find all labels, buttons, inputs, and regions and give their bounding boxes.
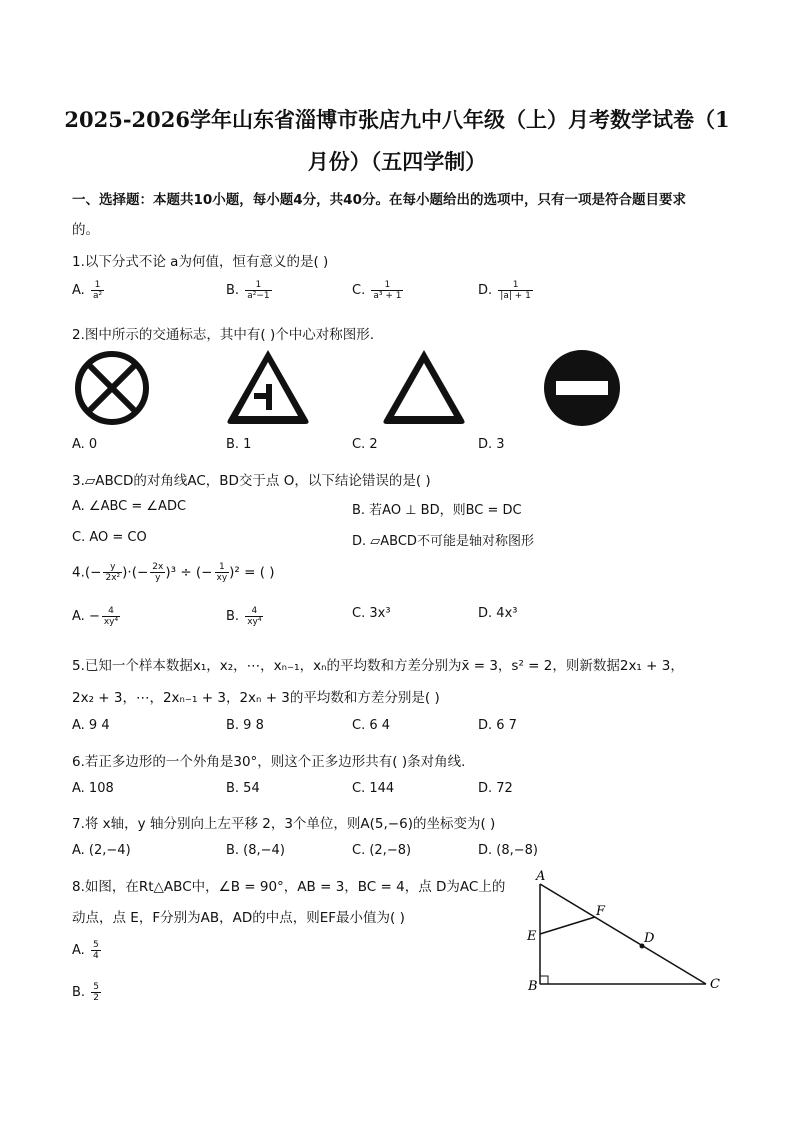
q4-option-b — [226, 606, 263, 627]
q6-option-b: B. 54 — [226, 781, 260, 796]
no-stopping-sign-icon — [72, 348, 152, 428]
denominator: a² — [92, 291, 103, 301]
q2-stem: 2.图中所示的交通标志，其中有( )个中心对称图形. — [72, 327, 374, 343]
q3-option-b: B. 若AO ⊥ BD，则BC = DC — [352, 503, 522, 518]
label-e: E — [527, 929, 537, 944]
option-label: D. — [478, 283, 493, 298]
numerator: 4 — [245, 606, 263, 617]
q1-stem: 1.以下分式不论 a为何值，恒有意义的是( ) — [72, 254, 329, 270]
denominator: 4 — [92, 951, 99, 961]
q4-stem-text: )² = ( ) — [229, 564, 275, 581]
fraction — [102, 606, 120, 627]
label-b: B — [528, 979, 538, 994]
section-heading-line-2: 的。 — [72, 222, 99, 238]
option-label: A. — [72, 943, 85, 958]
q4-stem-text: 4.(− — [72, 564, 102, 581]
q2-option-c: C. 2 — [352, 437, 378, 452]
q8-option-a — [72, 940, 101, 961]
denominator: xy — [216, 573, 228, 583]
option-label: B. — [226, 283, 240, 298]
q6-option-c: C. 144 — [352, 781, 395, 796]
numerator: 5 — [92, 940, 99, 950]
numerator: 1 — [245, 280, 271, 291]
numerator: y — [103, 562, 122, 573]
numerator: 1 — [498, 280, 533, 291]
q2-option-a: A. 0 — [72, 437, 98, 452]
exam-title-line-1: 2025-2026学年山东省淄博市张店九中八年级（上）月考数学试卷（1 — [64, 107, 730, 132]
section-heading-line-1: 一、选择题：本题共10小题，每小题4分，共40分。在每小题给出的选项中，只有一项是符合题目要求 — [72, 192, 686, 208]
q7-stem: 7.将 x轴，y 轴分别向上左平移 2，3个单位，则A(5,−6)的坐标变为( ) — [72, 816, 496, 832]
t-junction-warning-sign-icon — [224, 346, 312, 426]
q7-option-d: D. (8,−8) — [478, 843, 538, 858]
q5-stem-line-2: 2x₂ + 3，⋯，2xₙ₋₁ + 3，2xₙ + 3的平均数和方差分别是( ) — [72, 690, 440, 706]
q5-option-d: D. 6 7 — [478, 718, 517, 733]
q1-option-c — [352, 280, 403, 301]
q5-option-b: B. 9 8 — [226, 718, 264, 733]
denominator: xy⁴ — [103, 617, 119, 627]
numerator: 5 — [93, 982, 99, 992]
fraction — [150, 562, 165, 583]
option-label: A. — [72, 283, 85, 298]
q8-stem-line-1: 8.如图，在Rt△ABC中，∠B = 90°，AB = 3，BC = 4，点 D为AC上的 — [72, 879, 506, 895]
q6-option-a: A. 108 — [72, 781, 114, 796]
q2-option-d: D. 3 — [478, 437, 505, 452]
exam-title-line-2: 月份）（五四学制） — [307, 149, 487, 174]
label-c: C — [710, 977, 720, 992]
denominator: xy⁴ — [247, 617, 262, 627]
fraction — [245, 606, 263, 627]
q6-stem: 6.若正多边形的一个外角是30°，则这个正多边形共有( )条对角线. — [72, 754, 466, 770]
q6-option-d: D. 72 — [478, 781, 513, 796]
denominator: 2x² — [105, 573, 121, 583]
fraction — [103, 562, 122, 583]
q4-option-c — [352, 606, 391, 621]
fraction — [498, 280, 533, 301]
option-label: B. — [72, 985, 86, 1000]
q5-option-c: C. 6 4 — [352, 718, 391, 733]
option-label: A. — [72, 609, 85, 624]
q4-stem-text: )·(− — [122, 564, 149, 581]
denominator: a²−1 — [247, 291, 270, 301]
q1-option-b — [226, 280, 272, 301]
denominator: 2 — [93, 993, 99, 1003]
q7-option-c: C. (2,−8) — [352, 843, 412, 858]
q3-stem: 3.▱ABCD的对角线AC，BD交于点 O，以下结论错误的是( ) — [72, 473, 431, 489]
option-label: C. — [352, 606, 366, 621]
q8-stem-line-2: 动点，点 E，F分别为AB，AD的中点，则EF最小值为( ) — [72, 910, 405, 926]
option-value: 4x³ — [496, 606, 518, 621]
minus-sign: − — [88, 609, 100, 624]
segment-ef — [540, 917, 595, 934]
q7-option-b: B. (8,−4) — [226, 843, 285, 858]
triangle-warning-sign-icon — [380, 346, 468, 426]
fraction — [91, 982, 101, 1003]
option-value: 3x³ — [369, 606, 391, 621]
q4-option-a — [72, 606, 120, 627]
right-angle-mark — [540, 976, 548, 984]
q2-option-b: B. 1 — [226, 437, 252, 452]
denominator: a³ + 1 — [373, 291, 402, 301]
q5-option-a: A. 9 4 — [72, 718, 110, 733]
q3-option-d: D. ▱ABCD不可能是轴对称图形 — [352, 534, 534, 549]
label-d: D — [644, 931, 655, 946]
q4-stem-text: )³ ÷ (− — [165, 564, 213, 581]
q4-option-d — [478, 606, 517, 621]
numerator: 1 — [91, 280, 104, 291]
numerator: 1 — [215, 562, 230, 573]
option-label: C. — [352, 283, 366, 298]
label-a: A — [536, 869, 546, 884]
q1-option-a — [72, 280, 104, 301]
denominator: |a| + 1 — [500, 291, 531, 301]
fraction — [215, 562, 230, 583]
no-entry-sign-icon — [542, 348, 622, 428]
numerator: 2x — [152, 562, 164, 572]
denominator: y — [155, 573, 161, 583]
numerator: 4 — [102, 606, 120, 617]
q8-triangle-figure — [522, 866, 722, 996]
segment-ac — [540, 884, 706, 984]
numerator: 1 — [371, 280, 403, 291]
fraction — [91, 940, 101, 961]
label-f: F — [596, 904, 606, 919]
option-label: B. — [226, 609, 240, 624]
q4-stem — [72, 562, 275, 583]
q7-option-a: A. (2,−4) — [72, 843, 131, 858]
fraction — [91, 280, 104, 301]
option-label: D. — [478, 606, 493, 621]
fraction — [245, 280, 271, 301]
q5-stem-line-1: 5.已知一个样本数据x₁，x₂，⋯，xₙ₋₁，xₙ的平均数和方差分别为x̄ = 3，s² = 2，则新数据2x₁ + 3， — [72, 658, 684, 674]
q8-option-b — [72, 982, 101, 1003]
q1-option-d — [478, 280, 533, 301]
fraction — [371, 280, 403, 301]
q3-option-c: C. AO = CO — [72, 530, 147, 545]
q3-option-a: A. ∠ABC = ∠ADC — [72, 499, 187, 514]
